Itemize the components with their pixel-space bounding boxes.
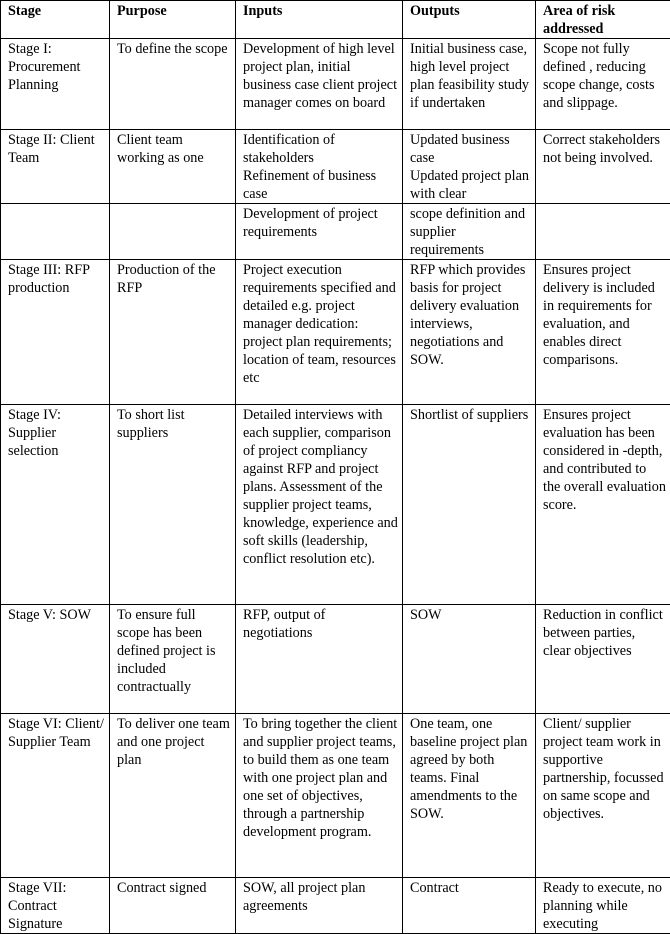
- outputs-cell: Initial business case, high level project plan feasibility study if undertaken: [403, 39, 536, 130]
- inputs-cell: Development of high level project plan, initial business case client project manager comes on board: [236, 39, 403, 130]
- inputs-cell: Project execution requirements specified and detailed e.g. project manager dedication: project plan requirements; location of team, resources etc: [236, 260, 403, 405]
- stage-cell: Stage IV: Supplier selection: [1, 405, 110, 605]
- risk-cell: Reduction in conflict between parties, clear objectives: [536, 605, 670, 714]
- header-inputs: Inputs: [236, 1, 403, 39]
- purpose-cell: [110, 204, 236, 260]
- inputs-cell: Detailed interviews with each supplier, comparison of project compliancy against RFP and project plans. Assessment of the supplier project teams, knowledge, experience and soft skills (leadership, conflict resolution etc).: [236, 405, 403, 605]
- inputs-cell: Development of project requirements: [236, 204, 403, 260]
- table-header-row: [1, 1, 670, 39]
- risk-cell: Scope not fully defined , reducing scope change, costs and slippage.: [536, 39, 670, 130]
- outputs-cell: RFP which provides basis for project delivery evaluation interviews, negotiations and SOW.: [403, 260, 536, 405]
- outputs-cell: Contract: [403, 878, 536, 934]
- purpose-cell: Production of the RFP: [110, 260, 236, 405]
- outputs-cell: [403, 130, 536, 204]
- purpose-cell: Contract signed: [110, 878, 236, 934]
- stage-cell: Stage VII: Contract Signature: [1, 878, 110, 934]
- purpose-cell: To deliver one team and one project plan: [110, 714, 236, 878]
- risk-cell: Client/ supplier project team work in supportive partnership, focussed on same scope and objectives.: [536, 714, 670, 878]
- outputs-line: Updated project plan with clear: [410, 167, 531, 203]
- header-risk-addressed: Area of risk addressed: [536, 1, 670, 39]
- outputs-line: Updated business case: [410, 131, 531, 167]
- outputs-cell: SOW: [403, 605, 536, 714]
- risk-cell: Ensures project evaluation has been considered in -depth, and contributed to the overall evaluation score.: [536, 405, 670, 605]
- table-row: [1, 714, 670, 878]
- purpose-cell: To ensure full scope has been defined project is included contractually: [110, 605, 236, 714]
- table-row: [1, 204, 670, 260]
- stage-cell: Stage VI: Client/ Supplier Team: [1, 714, 110, 878]
- inputs-cell: To bring together the client and supplier project teams, to build them as one team with one project plan and one set of objectives, through a partnership development program.: [236, 714, 403, 878]
- risk-cell: Correct stakeholders not being involved.: [536, 130, 670, 204]
- risk-cell: [536, 204, 670, 260]
- stage-cell: Stage III: RFP production: [1, 260, 110, 405]
- outputs-cell: Shortlist of suppliers: [403, 405, 536, 605]
- outputs-cell: scope definition and supplier requirements: [403, 204, 536, 260]
- header-outputs: Outputs: [403, 1, 536, 39]
- inputs-line: Identification of stakeholders: [243, 131, 398, 167]
- table-row: [1, 260, 670, 405]
- table-row: [1, 130, 670, 204]
- inputs-cell: [236, 130, 403, 204]
- table-row: [1, 605, 670, 714]
- table-row: [1, 39, 670, 130]
- table-row: [1, 878, 670, 934]
- purpose-cell: To define the scope: [110, 39, 236, 130]
- header-purpose: Purpose: [110, 1, 236, 39]
- inputs-cell: SOW, all project plan agreements: [236, 878, 403, 934]
- outputs-cell: One team, one baseline project plan agreed by both teams. Final amendments to the SOW.: [403, 714, 536, 878]
- risk-cell: Ready to execute, no planning while executing: [536, 878, 670, 934]
- table-row: [1, 405, 670, 605]
- header-stage: Stage: [1, 1, 110, 39]
- risk-cell: Ensures project delivery is included in requirements for evaluation, and enables direct comparisons.: [536, 260, 670, 405]
- inputs-line: Refinement of business case: [243, 167, 398, 203]
- stage-cell: Stage V: SOW: [1, 605, 110, 714]
- purpose-cell: Client team working as one: [110, 130, 236, 204]
- inputs-cell: RFP, output of negotiations: [236, 605, 403, 714]
- stage-cell: Stage II: Client Team: [1, 130, 110, 204]
- purpose-cell: To short list suppliers: [110, 405, 236, 605]
- stage-cell: Stage I: Procurement Planning: [1, 39, 110, 130]
- stage-cell: [1, 204, 110, 260]
